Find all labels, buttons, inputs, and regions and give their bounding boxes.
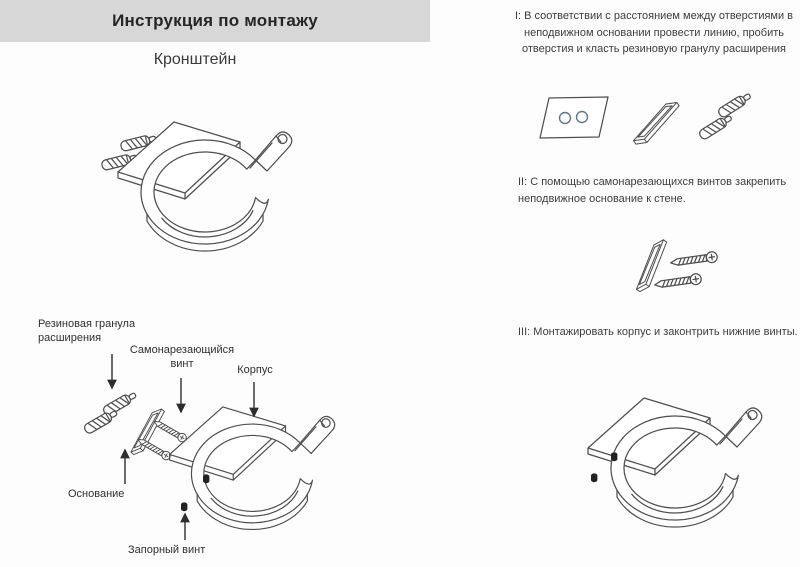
label-base: Основание	[68, 488, 125, 500]
step-3-figure	[552, 380, 787, 532]
main-bracket-figure	[88, 98, 313, 256]
dowel-drawing	[698, 113, 733, 140]
base-drawing	[627, 98, 686, 148]
product-name: Кронштейн	[153, 51, 237, 68]
step-3-text: III: Монтажировать корпус и законтрить нижние винты.	[518, 326, 798, 338]
screw-drawing	[136, 436, 172, 462]
dowel-drawing	[717, 91, 752, 118]
bracket-body-drawing	[588, 398, 762, 527]
title-band	[0, 0, 430, 42]
label-self-tapping-screw: Самонарезающийся винт	[129, 344, 235, 370]
step-2-figure	[592, 226, 772, 312]
page-title: Инструкция по монтажу	[112, 11, 318, 30]
wall-plate-drawing	[540, 97, 608, 138]
step-2-text: II: С помощью самонарезающихся винтов закрепить неподвижное основание к стене.	[518, 176, 787, 205]
lock-screw-drawing	[203, 474, 209, 483]
bracket-body-drawing	[170, 407, 335, 530]
screw-drawing	[670, 251, 718, 268]
base-drawing	[123, 406, 172, 458]
lock-screw-drawing	[181, 502, 187, 511]
exploded-diagram	[28, 314, 368, 564]
step-1-figure	[528, 86, 768, 170]
label-lock-screw: Запорный винт	[128, 544, 206, 556]
lock-screw-drawing	[611, 452, 617, 461]
dowel-drawing	[83, 408, 119, 434]
label-rubber-plug: Резиновая гранула расширения	[38, 318, 136, 344]
screw-drawing	[654, 273, 702, 290]
label-body: Корпус	[237, 364, 273, 376]
step-1-text: I: В соответствии с расстоянием между отверстиями в неподвижном основании провести линию, пробить отверстия и класть резиновую гранулу расширения	[514, 10, 794, 55]
lock-screw-drawing	[591, 473, 597, 482]
screw-drawing	[152, 418, 188, 444]
